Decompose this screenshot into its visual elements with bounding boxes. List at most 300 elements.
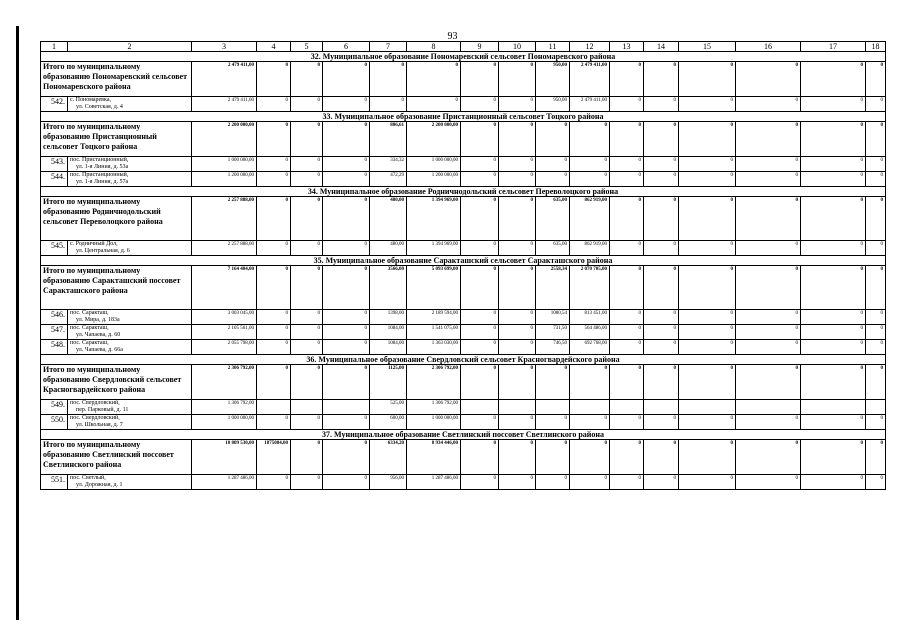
page-number: 93 (447, 31, 458, 42)
table-cell: 0 (291, 340, 323, 355)
table-row (41, 325, 886, 340)
table-cell: 1 000 000,00 (407, 157, 461, 172)
total-cell: 0 (644, 365, 679, 400)
section-title-row (41, 112, 886, 122)
total-cell: 10 809 530,00 (192, 440, 257, 475)
table-cell: 0 (801, 157, 866, 172)
address-line: с. Пономаревка, (70, 97, 111, 103)
table-cell: 600,00 (370, 415, 407, 430)
total-cell: 0 (499, 197, 536, 241)
total-cell: 2 200 000,00 (192, 122, 257, 157)
address-line: пос. Саракташ, (70, 310, 109, 316)
total-label: Итого по муниципальному образованию Светлинский поссовет Светлинского района (41, 440, 192, 475)
table-cell: 0 (679, 310, 736, 325)
table-cell: 472,29 (370, 172, 407, 187)
total-cell: 0 (461, 266, 499, 310)
table-cell: 0 (499, 475, 536, 490)
table-cell: 0 (644, 310, 679, 325)
table-cell: 0 (291, 97, 323, 112)
total-cell: 0 (736, 122, 801, 157)
table-cell: 731,50 (536, 325, 570, 340)
address-line: пер. Парковый, д. 11 (76, 407, 129, 413)
total-cell: 0 (866, 266, 886, 310)
table-cell: 0 (736, 475, 801, 490)
total-cell: 0 (257, 266, 291, 310)
table-cell: 0 (866, 325, 886, 340)
total-cell: 0 (801, 365, 866, 400)
table-cell: 0 (610, 340, 644, 355)
table-cell: 0 (866, 172, 886, 187)
total-cell: 0 (499, 365, 536, 400)
column-header: 17 (801, 42, 866, 52)
total-cell: 0 (407, 62, 461, 97)
binding-rule (16, 26, 19, 620)
table-cell: 0 (610, 172, 644, 187)
total-cell: 0 (644, 122, 679, 157)
table-cell: 0 (801, 310, 866, 325)
table-cell: 2 479 411,00 (570, 97, 610, 112)
total-cell: 0 (644, 62, 679, 97)
total-cell: 0 (610, 62, 644, 97)
row-number: 544. (41, 172, 68, 187)
row-number: 543. (41, 157, 68, 172)
total-cell: 8 934 446,00 (407, 440, 461, 475)
table-cell: 0 (536, 172, 570, 187)
table-cell: 746,50 (536, 340, 570, 355)
table-cell: 0 (866, 415, 886, 430)
table-cell: 0 (499, 172, 536, 187)
address-line: ул. Центральная, д. 6 (76, 248, 130, 254)
table-cell: 0 (323, 97, 370, 112)
address-line: пос. Светлый, (70, 475, 106, 481)
table-cell: 0 (257, 340, 291, 355)
column-header-row (41, 42, 886, 52)
table-cell (679, 400, 736, 415)
total-cell: 0 (257, 122, 291, 157)
table-cell (461, 400, 499, 415)
data-table (40, 41, 886, 490)
section-title-row (41, 355, 886, 365)
table-cell: 0 (679, 475, 736, 490)
total-cell: 0 (801, 62, 866, 97)
total-cell: 0 (736, 440, 801, 475)
total-cell: 0 (499, 62, 536, 97)
table-cell: 0 (644, 475, 679, 490)
total-cell: 0 (644, 266, 679, 310)
table-cell: 0 (461, 340, 499, 355)
total-cell: 0 (323, 122, 370, 157)
row-number: 547. (41, 325, 68, 340)
table-cell (323, 400, 370, 415)
address-line: ул. Дорожная, д. 1 (76, 482, 123, 488)
column-header: 7 (370, 42, 407, 52)
total-cell: 0 (291, 122, 323, 157)
table-cell: 0 (736, 310, 801, 325)
address-line: с. Родничный Дол, (70, 241, 118, 247)
table-cell: 0 (610, 475, 644, 490)
table-cell: 0 (801, 475, 866, 490)
table-row (41, 310, 886, 325)
section-title: 37. Муниципальное образование Светлинский поссовет Светлинского района (41, 430, 886, 440)
table-cell: 0 (257, 325, 291, 340)
table-cell: 0 (323, 415, 370, 430)
section-title-row (41, 430, 886, 440)
total-cell: 2 479 411,00 (192, 62, 257, 97)
total-cell: 0 (610, 122, 644, 157)
table-cell: 692 768,00 (570, 340, 610, 355)
table-row (41, 172, 886, 187)
table-cell: 0 (570, 157, 610, 172)
column-header: 1 (41, 42, 68, 52)
section-title: 35. Муниципальное образование Саракташский сельсовет Саракташского района (41, 256, 886, 266)
total-cell: 0 (736, 266, 801, 310)
table-cell: 1 306 792,00 (192, 400, 257, 415)
section-title-row (41, 187, 886, 197)
table-cell: 1 287 486,00 (407, 475, 461, 490)
total-cell: 0 (610, 197, 644, 241)
table-row (41, 415, 886, 430)
table-cell: 2 479 411,00 (192, 97, 257, 112)
total-cell: 0 (323, 197, 370, 241)
table-cell: 0 (499, 340, 536, 355)
column-header: 12 (570, 42, 610, 52)
section-title: 34. Муниципальное образование Родничнодольский сельсовет Переволоцкого района (41, 187, 886, 197)
address-line: пос. Саракташ, (70, 325, 109, 331)
table-cell: 0 (801, 340, 866, 355)
table-cell: 0 (801, 325, 866, 340)
table-cell: 1084,00 (370, 340, 407, 355)
total-cell: 0 (736, 197, 801, 241)
table-cell: 0 (461, 310, 499, 325)
total-cell: 0 (257, 197, 291, 241)
table-cell: 0 (461, 172, 499, 187)
table-cell: 0 (257, 475, 291, 490)
table-row (41, 97, 886, 112)
row-address (68, 157, 192, 172)
table-cell: 0 (679, 415, 736, 430)
section-title-row (41, 256, 886, 266)
total-cell: 0 (679, 266, 736, 310)
total-cell: 2 306 792,00 (407, 365, 461, 400)
total-cell: 0 (610, 266, 644, 310)
table-cell (801, 400, 866, 415)
table-cell: 0 (323, 340, 370, 355)
table-cell: 0 (866, 310, 886, 325)
table-cell: 0 (499, 241, 536, 256)
table-cell: 0 (644, 325, 679, 340)
table-cell: 0 (461, 415, 499, 430)
total-label: Итого по муниципальному образованию Свердловский сельсовет Красногвардейского района (41, 365, 192, 400)
total-cell: 0 (461, 122, 499, 157)
address-line: ул. 1-я Линия, д. 57а (76, 179, 129, 185)
table-cell: 1398,00 (370, 310, 407, 325)
table-cell: 2 055 798,00 (192, 340, 257, 355)
row-address (68, 241, 192, 256)
total-cell: 0 (257, 365, 291, 400)
total-cell: 0 (291, 365, 323, 400)
table-cell: 0 (610, 97, 644, 112)
total-cell: 0 (866, 440, 886, 475)
total-cell: 950,00 (536, 62, 570, 97)
total-cell: 0 (644, 197, 679, 241)
total-cell: 0 (570, 365, 610, 400)
address-line: ул. Чапаева, д. 60 (76, 332, 121, 338)
total-cell: 0 (291, 266, 323, 310)
total-cell: 806,61 (370, 122, 407, 157)
table-cell: 0 (291, 475, 323, 490)
total-label: Итого по муниципальному образованию Саракташский поссовет Саракташского района (41, 266, 192, 310)
table-cell: 1 306 792,00 (407, 400, 461, 415)
table-cell: 862 919,00 (570, 241, 610, 256)
table-cell: 0 (291, 415, 323, 430)
table-cell: 1 287 486,00 (192, 475, 257, 490)
row-address (68, 400, 192, 415)
table-cell: 0 (644, 340, 679, 355)
row-number: 551. (41, 475, 68, 490)
table-cell: 0 (499, 325, 536, 340)
total-cell: 0 (323, 62, 370, 97)
table-cell: 0 (679, 172, 736, 187)
row-number: 542. (41, 97, 68, 112)
total-cell: 0 (736, 62, 801, 97)
table-cell: 0 (866, 157, 886, 172)
table-cell: 0 (257, 157, 291, 172)
table-cell: 1 000 000,00 (192, 415, 257, 430)
column-header: 8 (407, 42, 461, 52)
total-cell: 0 (801, 122, 866, 157)
table-cell: 3 003 045,00 (192, 310, 257, 325)
total-cell: 0 (323, 365, 370, 400)
column-header: 10 (499, 42, 536, 52)
row-address (68, 325, 192, 340)
table-cell (570, 400, 610, 415)
table-body (41, 42, 886, 490)
total-cell: 0 (291, 62, 323, 97)
total-row (41, 266, 886, 310)
table-cell: 0 (736, 157, 801, 172)
total-cell: 0 (536, 122, 570, 157)
table-cell: 0 (570, 172, 610, 187)
total-cell: 2558,34 (536, 266, 570, 310)
table-cell: 0 (679, 157, 736, 172)
table-cell: 0 (257, 241, 291, 256)
table-cell: 1 000 000,00 (407, 415, 461, 430)
address-line: ул. Школьная, д. 7 (76, 422, 123, 428)
table-cell: 0 (407, 97, 461, 112)
row-address (68, 340, 192, 355)
table-cell: 0 (291, 157, 323, 172)
table-cell: 0 (291, 325, 323, 340)
row-number: 546. (41, 310, 68, 325)
row-address (68, 172, 192, 187)
table-cell: 0 (570, 415, 610, 430)
table-cell: 0 (461, 475, 499, 490)
address-line: ул. Чапаева, д. 66а (76, 347, 123, 353)
column-header: 9 (461, 42, 499, 52)
section-title: 33. Муниципальное образование Пристанционный сельсовет Тоцкого района (41, 112, 886, 122)
table-cell: 0 (570, 475, 610, 490)
column-header: 13 (610, 42, 644, 52)
address-line: пос. Пристанционный, (70, 157, 129, 163)
total-cell: 1875084,00 (257, 440, 291, 475)
table-cell: 1 200 000,00 (192, 172, 257, 187)
table-cell: 0 (736, 97, 801, 112)
table-cell: 0 (736, 415, 801, 430)
row-number: 549. (41, 400, 68, 415)
table-cell: 0 (461, 97, 499, 112)
address-line: ул. Мира, д. 183а (76, 317, 120, 323)
row-number: 550. (41, 415, 68, 430)
table-cell: 0 (323, 157, 370, 172)
column-header: 6 (323, 42, 370, 52)
total-cell: 0 (291, 197, 323, 241)
total-row (41, 122, 886, 157)
table-row (41, 475, 886, 490)
total-cell: 0 (866, 365, 886, 400)
table-cell: 956,00 (370, 475, 407, 490)
table-cell (736, 400, 801, 415)
table-cell (536, 400, 570, 415)
total-cell: 6334,20 (370, 440, 407, 475)
total-cell: 0 (536, 365, 570, 400)
table-cell: 0 (801, 241, 866, 256)
table-cell: 0 (644, 415, 679, 430)
total-cell: 480,00 (370, 197, 407, 241)
table-cell: 0 (801, 172, 866, 187)
table-cell: 0 (323, 325, 370, 340)
table-cell: 0 (610, 310, 644, 325)
table-cell: 0 (644, 172, 679, 187)
table-cell: 0 (499, 97, 536, 112)
table-cell: 0 (610, 325, 644, 340)
total-cell: 0 (801, 266, 866, 310)
total-cell: 0 (461, 62, 499, 97)
table-cell (291, 400, 323, 415)
table-cell: 0 (257, 97, 291, 112)
table-cell: 0 (536, 157, 570, 172)
total-cell: 0 (679, 62, 736, 97)
total-cell: 0 (801, 440, 866, 475)
total-cell: 0 (866, 197, 886, 241)
table-cell: 0 (679, 325, 736, 340)
table-cell: 0 (323, 241, 370, 256)
table-cell: 0 (291, 241, 323, 256)
table-cell: 0 (499, 310, 536, 325)
table-cell: 0 (644, 241, 679, 256)
table-cell: 0 (866, 97, 886, 112)
total-cell: 0 (461, 197, 499, 241)
table-cell: 0 (536, 475, 570, 490)
total-cell: 0 (679, 365, 736, 400)
total-row (41, 197, 886, 241)
column-header: 4 (257, 42, 291, 52)
total-cell: 635,00 (536, 197, 570, 241)
row-address (68, 97, 192, 112)
address-line: пос. Свердловский, (70, 400, 120, 406)
table-cell: 480,00 (370, 241, 407, 256)
table-cell: 0 (679, 241, 736, 256)
total-label: Итого по муниципальному образованию Родничнодольский сельсовет Переволоцкого района (41, 197, 192, 241)
total-cell: 0 (610, 365, 644, 400)
table-cell: 813 451,00 (570, 310, 610, 325)
table-cell: 1 200 000,00 (407, 172, 461, 187)
table-cell: 0 (610, 241, 644, 256)
table-row (41, 241, 886, 256)
table-cell: 0 (801, 97, 866, 112)
row-address (68, 310, 192, 325)
table-cell: 0 (370, 97, 407, 112)
table-cell: 525,00 (370, 400, 407, 415)
total-cell: 1 394 969,00 (407, 197, 461, 241)
table-cell: 0 (323, 475, 370, 490)
total-cell: 0 (291, 440, 323, 475)
table-cell: 0 (610, 157, 644, 172)
total-cell: 0 (323, 440, 370, 475)
table-cell: 635,00 (536, 241, 570, 256)
total-row (41, 62, 886, 97)
total-cell: 0 (679, 440, 736, 475)
total-cell: 2 306 792,00 (192, 365, 257, 400)
table-cell: 2 105 561,00 (192, 325, 257, 340)
table-cell: 0 (866, 241, 886, 256)
table-cell: 0 (291, 310, 323, 325)
table-cell: 0 (257, 172, 291, 187)
total-cell: 862 919,00 (570, 197, 610, 241)
total-cell: 0 (499, 266, 536, 310)
total-cell: 2 257 888,00 (192, 197, 257, 241)
total-cell: 0 (536, 440, 570, 475)
table-cell: 0 (536, 415, 570, 430)
table-cell: 0 (866, 340, 886, 355)
table-cell: 950,00 (536, 97, 570, 112)
table-cell: 1 394 969,00 (407, 241, 461, 256)
section-title: 36. Муниципальное образование Свердловский сельсовет Красногвардейского района (41, 355, 886, 365)
total-cell: 0 (323, 266, 370, 310)
table-cell: 0 (257, 415, 291, 430)
row-address (68, 475, 192, 490)
total-cell: 0 (461, 440, 499, 475)
total-cell: 7 164 404,00 (192, 266, 257, 310)
table-cell: 564 486,00 (570, 325, 610, 340)
total-cell: 0 (801, 197, 866, 241)
table-cell: 0 (499, 415, 536, 430)
row-address (68, 415, 192, 430)
column-header: 11 (536, 42, 570, 52)
table-cell: 0 (736, 325, 801, 340)
total-cell: 0 (866, 62, 886, 97)
table-cell: 0 (461, 241, 499, 256)
total-label: Итого по муниципальному образованию Пристанционный сельсовет Тоцкого района (41, 122, 192, 157)
table-cell: 0 (461, 325, 499, 340)
table-cell: 0 (736, 340, 801, 355)
table-cell: 1 541 075,00 (407, 325, 461, 340)
address-line: пос. Саракташ, (70, 340, 109, 346)
total-cell: 0 (679, 197, 736, 241)
address-line: ул. 1-я Линия, д. 53а (76, 164, 129, 170)
table-cell (499, 400, 536, 415)
table-row (41, 157, 886, 172)
table-cell: 1 363 030,00 (407, 340, 461, 355)
table-cell: 0 (679, 97, 736, 112)
table-cell (866, 400, 886, 415)
total-cell: 0 (644, 440, 679, 475)
column-header: 14 (644, 42, 679, 52)
total-cell: 0 (570, 122, 610, 157)
total-cell: 0 (461, 365, 499, 400)
total-cell: 0 (866, 122, 886, 157)
table-cell: 0 (257, 310, 291, 325)
table-cell: 1084,00 (370, 325, 407, 340)
